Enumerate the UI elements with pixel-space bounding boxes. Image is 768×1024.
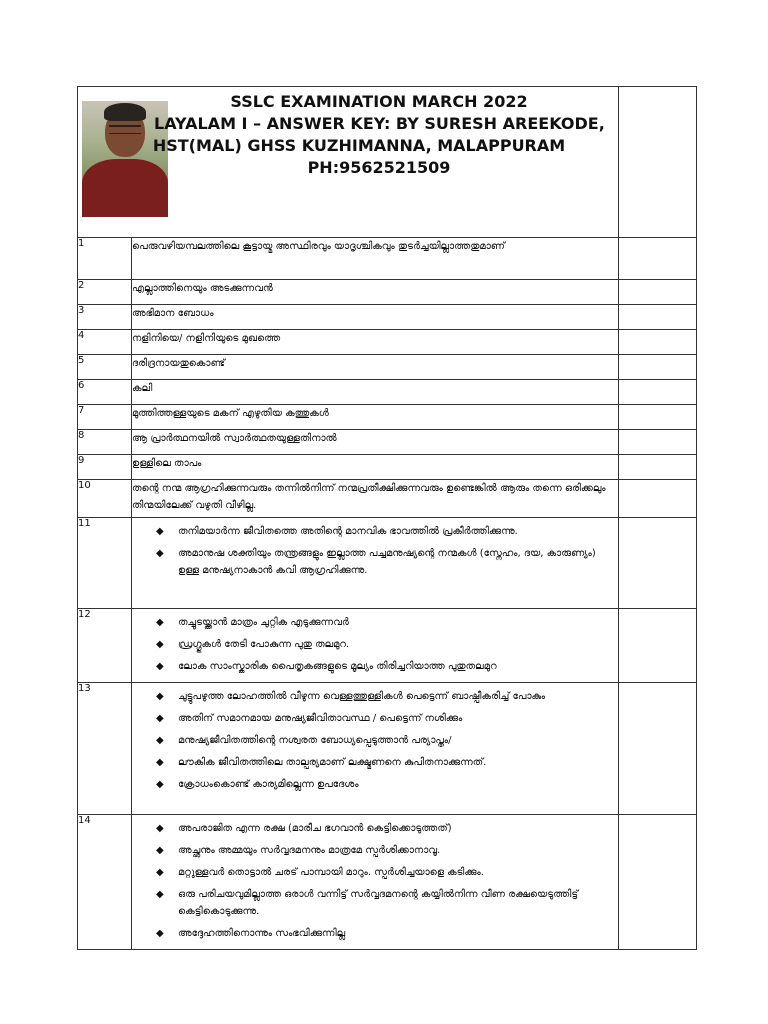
answer-point-text: മനുഷ്യജീവിതത്തിന്റെ നശ്വരത ബോധ്യപ്പെടുത്താൻ പര്യാപ്തം/ [178,735,452,746]
answer-cell: നളിനിയെ/ നളിനിയുടെ മുഖത്തെ [132,330,619,355]
answer-cell [132,683,619,815]
answer-row [78,355,697,380]
marks-cell [619,455,697,480]
question-number: 7 [78,405,132,430]
answer-point-text: തനിമയാർന്ന ജീവിതത്തെ അതിന്റെ മാനവിക ഭാവത്തിൽ പ്രകീർത്തിക്കുന്നു. [178,526,518,537]
answer-key-body [78,87,697,950]
answer-cell [132,815,619,950]
answer-row [78,280,697,305]
diamond-bullet-icon: ◆ [156,691,164,702]
marks-cell [619,430,697,455]
answer-row [78,238,697,280]
marks-cell [619,815,697,950]
question-number: 10 [78,480,132,518]
answer-cell: അഭിമാന ബോധം [132,305,619,330]
answer-point-text: ക്രോധംകൊണ്ട് കാര്യമില്ലെന്ന ഉപദേശം [178,779,359,790]
answer-row [78,480,697,518]
answer-row [78,518,697,609]
marks-cell [619,683,697,815]
diamond-bullet-icon: ◆ [156,889,164,900]
diamond-bullet-icon: ◆ [156,548,164,559]
answer-point-text: അച്ഛനും അമ്മയും സർവ്വദമനനും മാത്രമേ സ്പർശിക്കാനാവൂ. [178,845,441,856]
answer-cell: ആ പ്രാർത്ഥനയിൽ സ്വാർത്ഥതയുള്ളതിനാൽ [132,430,619,455]
answer-point-text: തച്ചുടയ്ക്കാൻ മാത്രം ചുറ്റിക എടുക്കുന്നവർ [178,617,349,628]
title-line-1: SSLC EXAMINATION MARCH 2022 [230,92,528,111]
document-title [152,91,605,179]
answer-points [132,518,618,586]
diamond-bullet-icon: ◆ [156,661,164,672]
answer-point-text: ഒരു പരിചയവുമില്ലാത്ത ഒരാൾ വന്നിട്ട് സർവ്വദമനന്റെ കയ്യിൽനിന്ന വീണ രക്ഷയെടുത്തിട്ട് കെട്ടികൊടുക്കുന്നു. [178,889,579,917]
title-line-2: LAYALAM I – ANSWER KEY: BY SURESH AREEKODE, [154,114,605,133]
question-number: 8 [78,430,132,455]
answer-point-text: അമാനുഷ ശക്തിയും തന്ത്രങ്ങളും ഇല്ലാത്ത പച്ചമനുഷ്യന്റെ നന്മകൾ (സ്നേഹം, ദയ, കാരുണ്യം) ഉള്ള മനുഷ്യനാകാൻ കവി ആഗ്രഹിക്കുന്നു. [178,548,596,576]
title-line-3: HST(MAL) GHSS KUZHIMANNA, MALAPPURAM [152,136,566,155]
marks-cell [619,238,697,280]
answer-point [156,614,618,631]
question-number: 14 [78,815,132,950]
header-marks-cell [619,87,697,238]
answer-point [156,820,618,837]
answer-point [156,864,618,881]
diamond-bullet-icon: ◆ [156,757,164,768]
answer-points [132,683,618,800]
answer-row [78,455,697,480]
question-number: 13 [78,683,132,815]
marks-cell [619,518,697,609]
question-number: 6 [78,380,132,405]
header-row [78,87,697,238]
answer-point [156,886,618,920]
answer-row [78,683,697,815]
header-cell [78,87,619,238]
answer-point [156,688,618,705]
answer-point [156,710,618,727]
answer-cell: ദരിദ്രനായതുകൊണ്ട് [132,355,619,380]
phone-number: PH:9562521509 [307,158,451,177]
marks-cell [619,480,697,518]
marks-cell [619,405,697,430]
answer-points [132,815,618,949]
answer-point-text: ലോക സാംസ്കാരിക പൈതൃകങ്ങളുടെ മൂല്യം തിരിച്ചറിയാത്ത പുതുതലമുറ [178,661,497,672]
answer-point-text: അപരാജിത എന്ന രക്ഷ (മാരീച ഭഗവാൻ കെട്ടിക്കൊടുത്തത്) [178,823,452,834]
answer-point-text: ചുട്ടുപഴുത്ത ലോഹത്തിൽ വീഴുന്ന വെള്ളത്തുള്ളികൾ പെട്ടെന്ന് ബാഷ്പീകരിച്ച് പോകും [178,691,546,702]
answer-point-text: അതിന് സമാനമായ മനുഷ്യജീവിതാവസ്ഥ / പെട്ടെന്ന് നശിക്കും [178,713,463,724]
answer-cell [132,609,619,683]
marks-cell [619,330,697,355]
answer-row [78,330,697,355]
marks-cell [619,355,697,380]
question-number: 9 [78,455,132,480]
answer-point [156,545,618,579]
answer-cell: ഉള്ളിലെ താപം [132,455,619,480]
question-number: 4 [78,330,132,355]
question-number: 3 [78,305,132,330]
answer-point-text: മറ്റുള്ളവർ തൊട്ടാൽ ചരട് പാമ്പായി മാറും. സ്പർശിച്ചയാളെ കടിക്കും. [178,867,484,878]
answer-point [156,658,618,675]
diamond-bullet-icon: ◆ [156,526,164,537]
answer-row [78,609,697,683]
question-number: 11 [78,518,132,609]
diamond-bullet-icon: ◆ [156,867,164,878]
diamond-bullet-icon: ◆ [156,713,164,724]
diamond-bullet-icon: ◆ [156,823,164,834]
question-number: 5 [78,355,132,380]
answer-row [78,405,697,430]
answer-cell: എല്ലാത്തിനെയും അടക്കുന്നവൻ [132,280,619,305]
marks-cell [619,380,697,405]
answer-point [156,754,618,771]
answer-row [78,815,697,950]
answer-key-table [77,86,697,950]
answer-cell: കലി [132,380,619,405]
answer-point-text: അദ്ദേഹത്തിനൊന്നും സംഭവിക്കുന്നില്ല [178,928,346,939]
answer-points [132,609,618,682]
answer-point [156,523,618,540]
answer-point [156,842,618,859]
answer-point [156,732,618,749]
answer-row [78,430,697,455]
answer-row [78,305,697,330]
marks-cell [619,305,697,330]
diamond-bullet-icon: ◆ [156,928,164,939]
question-number: 2 [78,280,132,305]
answer-point [156,925,618,942]
answer-row [78,380,697,405]
diamond-bullet-icon: ◆ [156,779,164,790]
answer-point-text: ഡ്രഗ്ഗുകൾ തേടി പോകുന്ന പുതു തലമുറ. [178,639,350,650]
answer-cell: പെരുവഴിയമ്പലത്തിലെ കൂട്ടായ്മ അസ്ഥിരവും യാദൃശ്ചികവും തുടർച്ചയില്ലാത്തതുമാണ് [132,238,619,280]
answer-cell: തന്റെ നന്മ ആഗ്രഹിക്കുന്നവരും തന്നിൽനിന്ന് നന്മപ്രതീക്ഷിക്കുന്നവരും ഉണ്ടെങ്കിൽ ആരും തന്നെ ഒരിക്കലും തിന്മയിലേക്ക് വഴുതി വീഴില്ല. [132,480,619,518]
answer-cell [132,518,619,609]
diamond-bullet-icon: ◆ [156,639,164,650]
diamond-bullet-icon: ◆ [156,845,164,856]
answer-point [156,636,618,653]
answer-point [156,776,618,793]
answer-cell: മുത്തിത്തള്ളയുടെ മകന് എഴുതിയ കത്തുകൾ [132,405,619,430]
marks-cell [619,609,697,683]
diamond-bullet-icon: ◆ [156,735,164,746]
question-number: 1 [78,238,132,280]
question-number: 12 [78,609,132,683]
diamond-bullet-icon: ◆ [156,617,164,628]
marks-cell [619,280,697,305]
answer-point-text: ലൗകിക ജീവിതത്തിലെ താല്പര്യമാണ് ലക്ഷ്മണനെ കുപിതനാക്കുന്നത്. [178,757,487,768]
